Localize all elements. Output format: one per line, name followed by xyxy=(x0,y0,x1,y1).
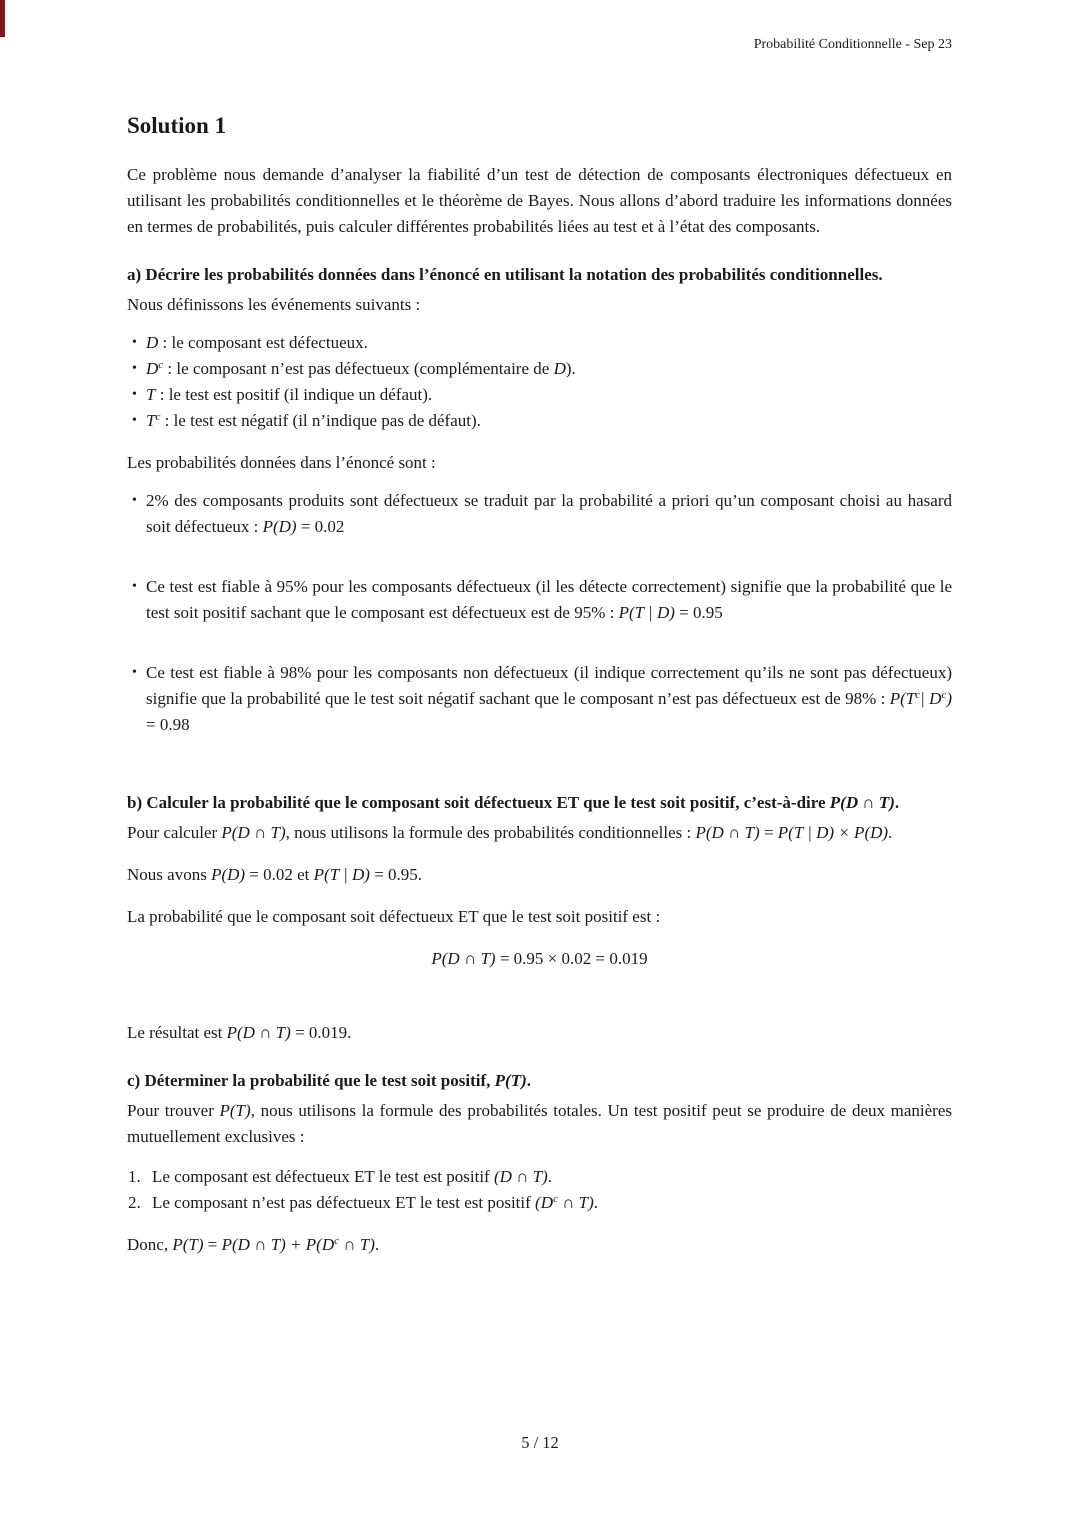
page-number: 5 / 12 xyxy=(521,1433,559,1452)
section-b-paragraph-3: La probabilité que le composant soit défectueux ET que le test soit positif est : xyxy=(127,907,661,926)
given-probabilities-list xyxy=(127,488,952,738)
section-b-paragraph-2: Nous avons P(D) = 0.02 et P(T | D) = 0.95. xyxy=(127,865,423,884)
page-header xyxy=(0,0,1080,54)
given-intro: Les probabilités données dans l’énoncé sont : xyxy=(127,453,436,472)
list-item: • T : le test est positif (il indique un défaut). xyxy=(127,382,952,408)
section-b-result: Le résultat est P(D ∩ T) = 0.019. xyxy=(127,1023,352,1042)
page-footer xyxy=(0,1433,1080,1453)
list-item: Le composant est défectueux ET le test est positif (D ∩ T). xyxy=(152,1167,553,1186)
list-item: • Ce test est fiable à 98% pour les composants non défectueux (il indique correctement qu’ils ne sont pas défectueux) signifie que la probabilité que le test soit négatif sachant que le composant n’est pas défectueux est de 98% : $P(T^c|$ $D^c) = 0.98$ xyxy=(127,660,952,738)
section-a-heading: a) Décrire les probabilités données dans l’énoncé en utilisant la notation des probabilités conditionnelles. xyxy=(127,265,883,284)
list-item: • 2% des composants produits sont défectueux se traduit par la probabilité a priori qu’un composant choisi au hasard soit défectueux : P(D) = 0.02 xyxy=(127,488,952,540)
cases-list xyxy=(127,1164,952,1216)
running-header-title: Probabilité Conditionnelle - Sep 23 xyxy=(753,37,952,52)
intro-paragraph: Ce problème nous demande d’analyser la fiabilité d’un test de détection de composants électroniques défectueux en utilisant les probabilités conditionnelles et le théorème de Bayes. Nous allons d’abord traduire les informations données en termes de probabilités, puis calculer différentes probabilités liées au test et à l’état des composants. xyxy=(127,165,952,236)
events-list xyxy=(127,330,952,434)
events-intro: Nous définissons les événements suivants : xyxy=(127,295,421,314)
window-edge-artifact xyxy=(0,0,5,37)
solution-title: Solution 1 xyxy=(127,113,227,138)
list-item: Le composant n’est pas défectueux ET le test est positif ($D^c$ ∩ T). xyxy=(152,1193,599,1212)
list-item: • D : le composant est défectueux. xyxy=(127,330,952,356)
section-c-heading: c) Déterminer la probabilité que le test soit positif, P(T). xyxy=(127,1071,531,1090)
section-c-paragraph-1: Pour trouver P(T), nous utilisons la formule des probabilités totales. Un test positif peut se produire de deux manières mutuellement exclusives : xyxy=(127,1101,952,1146)
section-b-heading: b) Calculer la probabilité que le composant soit défectueux ET que le test soit positif, c’est-à-dire P(D ∩ T). xyxy=(127,793,900,812)
list-item: • $D^c$ : le composant n’est pas défectueux (complémentaire de D). xyxy=(127,356,952,382)
section-b-paragraph-1: Pour calculer P(D ∩ T), nous utilisons la formule des probabilités conditionnelles : P(D ∩ T) = P(T | D) × P(D). xyxy=(127,823,893,842)
display-equation: P(D ∩ T) = 0.95 × 0.02 = 0.019 xyxy=(431,949,648,968)
list-item: • Ce test est fiable à 95% pour les composants défectueux (il les détecte correctement) signifie que la probabilité que le test soit positif sachant que le composant est défectueux est de 95% : P(T | D) = 0.95 xyxy=(127,574,952,626)
document-content xyxy=(0,112,1080,1258)
section-c-paragraph-2: Donc, P(T) = P(D ∩ $T) + P(D^c$ ∩ T). xyxy=(127,1235,380,1254)
list-item: • $T^c$ : le test est négatif (il n’indique pas de défaut). xyxy=(127,408,952,434)
